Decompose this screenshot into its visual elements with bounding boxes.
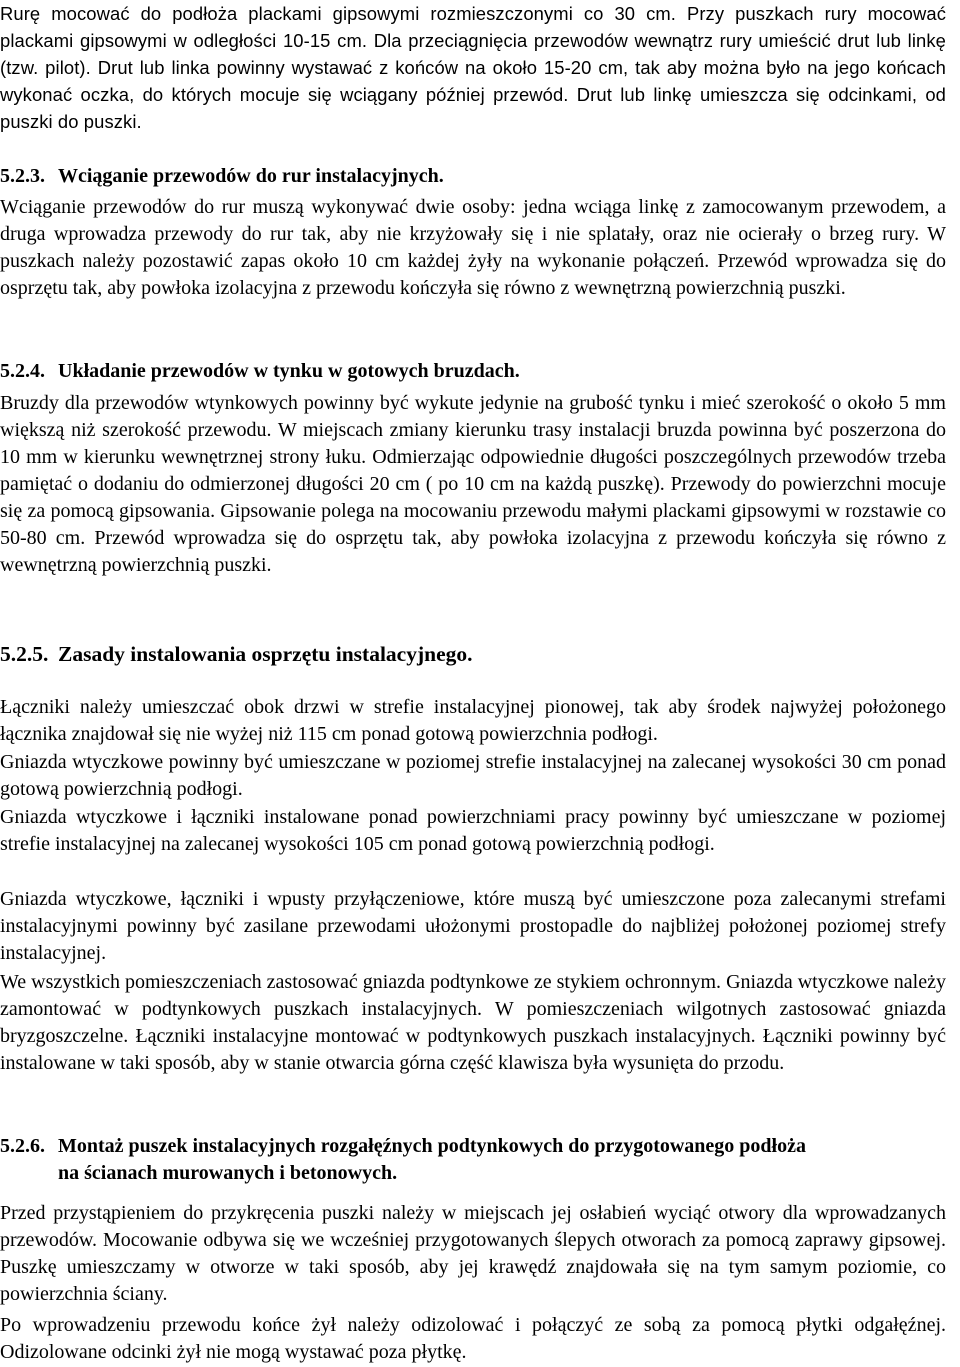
section-5-2-4-body: Bruzdy dla przewodów wtynkowych powinny być wykute jedynie na grubość tynku i mieć szerokość o około 5 mm większą niż szerokość przewodu. W miejscach zmiany kierunku trasy instalacji bruzda powinna być poszerzona do 10 mm w kierunku wewnętrznej strony łuku. Odmierzając odpowiednie długości poszczególnych przewodów trzeba pamiętać o dodaniu do odmierzonej długości 20 cm ( po 10 cm na każdą puszkę). Przewody do powierzchni mocuje się za pomocą gipsowania. Gipsowanie polega na mocowaniu przewodu małymi plackami gipsowymi w rozstawie co 50-80 cm. Przewód wprowadza się do osprzętu tak, aby powłoka izolacyjna z przewodu kończyła się równo z wewnętrzną powierzchnią puszki. xyxy=(0,392,946,576)
section-heading-5-2-6 xyxy=(0,1133,806,1160)
section-5-2-5-paragraph-5: We wszystkich pomieszczeniach zastosować gniazda podtynkowe ze stykiem ochronnym. Gniazda wtyczkowe należy zamontować w podtynkowych puszkach instalacyjnych. W pomieszczeniach wilgotnych zastosować gniazda bryzgoszczelne. Łączniki instalacyjne montować w podtynkowych puszkach instalacyjnych. Łączniki powinny być instalowane w taki sposób, aby w stanie otwarcia górna część klawisza była wysunięta do przodu. xyxy=(0,971,946,1074)
section-title: Zasady instalowania osprzętu instalacyjnego. xyxy=(58,642,473,666)
section-title-line-2: na ścianach murowanych i betonowych. xyxy=(58,1162,398,1184)
section-5-2-6-paragraph-2: Po wprowadzeniu przewodu końce żył należy odizolować i połączyć ze sobą za pomocą płytki odgałęźnej. Odizolowane odcinki żył nie mogą wystawać poza płytkę. xyxy=(0,1314,946,1363)
section-title-line-1: Montaż puszek instalacyjnych rozgałęźnych podtynkowych do przygotowanego podłoża xyxy=(58,1135,806,1157)
section-5-2-6-paragraph-1: Przed przystąpieniem do przykręcenia puszki należy w miejscach jej osłabień wyciąć otwory dla wprowadzanych przewodów. Mocowanie odbywa się we wcześniej przygotowanych ślepych otworach za pomocą zaprawy gipsowej. Puszkę umieszczamy w otworze w taki sposób, aby jej krawędź znajdowała się na tym samym poziomie, co powierzchnia ściany. xyxy=(0,1202,946,1305)
section-heading-5-2-6-continued xyxy=(0,1160,397,1187)
section-5-2-3-body: Wciąganie przewodów do rur muszą wykonywać dwie osoby: jedna wciąga linkę z zamocowanym przewodem, a druga wprowadza przewody do rur tak, aby nie krzyżowały się i nie splatały, oraz nie ocierały o brzeg rury. W puszkach należy pozostawić zapas około 10 cm każdej żyły na wykonanie połączeń. Przewód wprowadza się do osprzętu tak, aby powłoka izolacyjna z przewodu kończyła się równo z wewnętrzną powierzchnią puszki. xyxy=(0,196,946,299)
section-5-2-5-paragraph-1: Łączniki należy umieszczać obok drzwi w strefie instalacyjnej pionowej, tak aby środek najwyżej położonego łącznika znajdował się nie wyżej niż 115 cm ponad gotową powierzchnia podłogi. xyxy=(0,696,946,745)
section-heading-5-2-3 xyxy=(0,163,444,190)
intro-paragraph: Rurę mocować do podłoża plackami gipsowymi rozmieszczonymi co 30 cm. Przy puszkach rury mocować plackami gipsowymi w odległości 10-15 cm. Dla przeciągnięcia przewodów wewnątrz rury umieścić drut lub linkę (tzw. pilot). Drut lub linka powinny wystawać z końców na około 15-20 cm, tak aby można było na jego końcach wykonać oczka, do których mocuje się wciągany później przewód. Drut lub linkę umieszcza się odcinkami, od puszki do puszki. xyxy=(0,3,946,132)
section-title: Układanie przewodów w tynku w gotowych bruzdach. xyxy=(58,360,520,382)
section-heading-5-2-5 xyxy=(0,641,473,668)
section-5-2-5-paragraph-3: Gniazda wtyczkowe i łączniki instalowane ponad powierzchniami pracy powinny być umieszczane w poziomej strefie instalacyjnej na zalecanej wysokości 105 cm ponad gotową powierzchnią podłogi. xyxy=(0,806,946,855)
section-5-2-5-paragraph-2: Gniazda wtyczkowe powinny być umieszczane w poziomej strefie instalacyjnej na zalecanej wysokości 30 cm ponad gotową powierzchnią podłogi. xyxy=(0,751,946,800)
section-number: 5.2.5. xyxy=(0,642,49,666)
section-heading-5-2-4 xyxy=(0,358,520,385)
section-title: Wciąganie przewodów do rur instalacyjnych. xyxy=(58,165,444,187)
section-number: 5.2.4. xyxy=(0,360,45,382)
section-number: 5.2.3. xyxy=(0,165,45,187)
section-5-2-5-paragraph-4: Gniazda wtyczkowe, łączniki i wpusty przyłączeniowe, które muszą być umieszczone poza zalecanymi strefami instalacyjnymi powinny być zasilane przewodami ułożonymi prostopadle do najbliżej położonej poziomej strefy instalacyjnej. xyxy=(0,888,946,964)
section-number: 5.2.6. xyxy=(0,1135,45,1157)
